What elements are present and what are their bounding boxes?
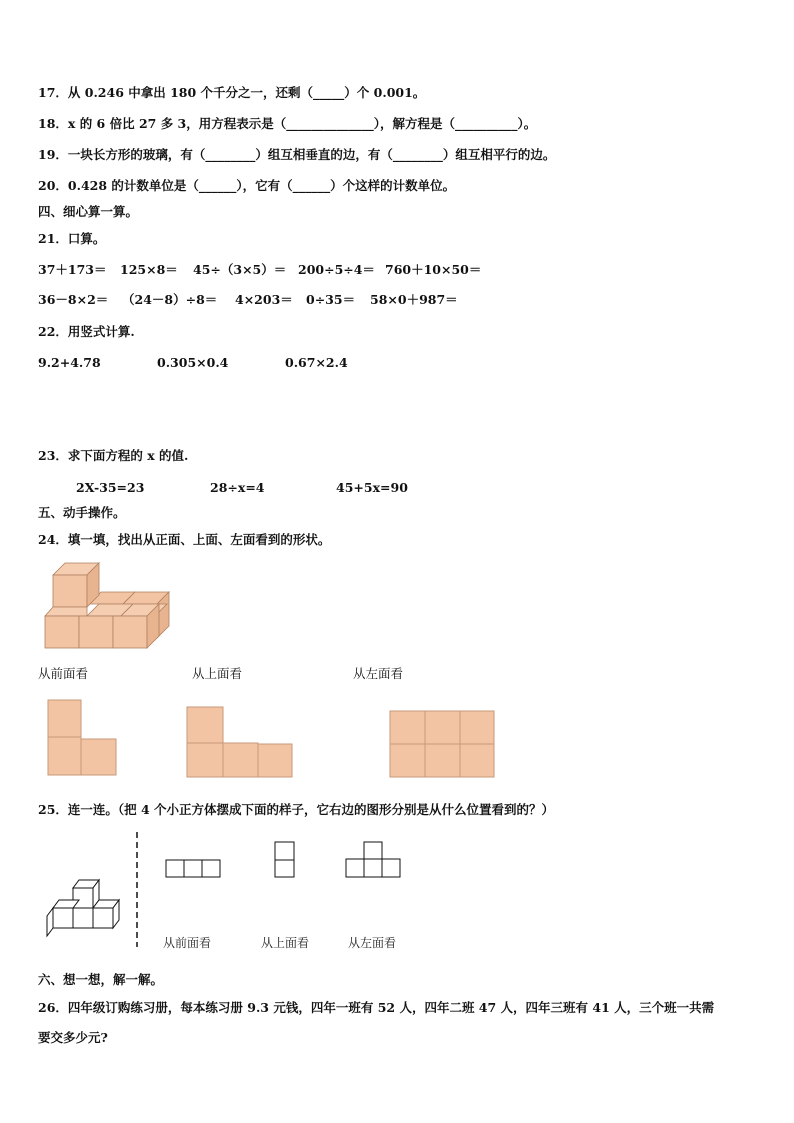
section-heading-5: 五、动手操作。 <box>38 505 126 520</box>
vertical-expr: 0.67×2.4 <box>285 355 348 370</box>
oral-expr: 37＋173＝ <box>38 262 107 277</box>
oral-expr: 0÷35＝ <box>306 292 356 307</box>
section-heading-6: 六、想一想，解一解。 <box>38 972 164 987</box>
question-18: 18．x 的 6 倍比 27 多 3，用方程表示是（______________），解方程是（__________）。 <box>38 116 537 131</box>
top-view-shape <box>186 706 296 781</box>
question-20: 20．0.428 的计数单位是（______），它有（______）个这样的计数单位。 <box>38 178 456 193</box>
view-option-column <box>274 841 296 879</box>
view-label-left: 从左面看 <box>353 666 404 681</box>
view-option-row <box>165 859 221 879</box>
question-19: 19．一块长方形的玻璃，有（________）组互相垂直的边，有（________）组互相平行的边。 <box>38 147 556 162</box>
dashed-divider <box>134 832 140 947</box>
section-heading-4: 四、细心算一算。 <box>38 204 139 219</box>
oral-expr: 125×8＝ <box>120 262 178 277</box>
oral-expr: 45÷（3×5）＝ <box>193 262 287 277</box>
view-label-top: 从上面看 <box>192 666 243 681</box>
view-label-top-25: 从上面看 <box>261 936 310 950</box>
question-23: 23．求下面方程的 x 的值. <box>38 448 189 463</box>
oral-expr: 58×0＋987＝ <box>370 292 458 307</box>
question-17: 17．从 0.246 中拿出 180 个千分之一，还剩（_____）个 0.001。 <box>38 85 426 100</box>
view-option-t-shape <box>345 841 405 879</box>
wireframe-cube-figure <box>45 878 130 958</box>
left-view-shape <box>389 710 499 780</box>
equation: 2X-35=23 <box>76 480 145 495</box>
equation: 45+5x=90 <box>336 480 408 495</box>
oral-expr: （24－8）÷8＝ <box>122 292 218 307</box>
oral-expr: 4×203＝ <box>235 292 293 307</box>
question-22: 22．用竖式计算. <box>38 324 135 339</box>
view-label-left-25: 从左面看 <box>348 936 397 950</box>
vertical-expr: 9.2+4.78 <box>38 355 101 370</box>
view-label-front: 从前面看 <box>38 666 89 681</box>
oral-expr: 760＋10×50＝ <box>385 262 482 277</box>
oral-expr: 36－8×2＝ <box>38 292 109 307</box>
oral-expr: 200÷5÷4＝ <box>298 262 375 277</box>
question-26-line2: 要交多少元? <box>38 1030 108 1045</box>
question-25: 25．连一连。（把 4 个小正方体摆成下面的样子，它右边的图形分别是从什么位置看到的？） <box>38 802 555 817</box>
vertical-expr: 0.305×0.4 <box>157 355 229 370</box>
equation: 28÷x=4 <box>210 480 265 495</box>
view-label-front-25: 从前面看 <box>163 936 212 950</box>
front-view-shape <box>47 699 119 779</box>
question-21: 21．口算。 <box>38 231 106 246</box>
question-24: 24．填一填，找出从正面、上面、左面看到的形状。 <box>38 532 331 547</box>
cube-stack-figure <box>43 560 173 655</box>
question-26-line1: 26．四年级订购练习册，每本练习册 9.3 元钱，四年一班有 52 人，四年二班 47 人，四年三班有 41 人，三个班一共需 <box>38 1000 715 1015</box>
